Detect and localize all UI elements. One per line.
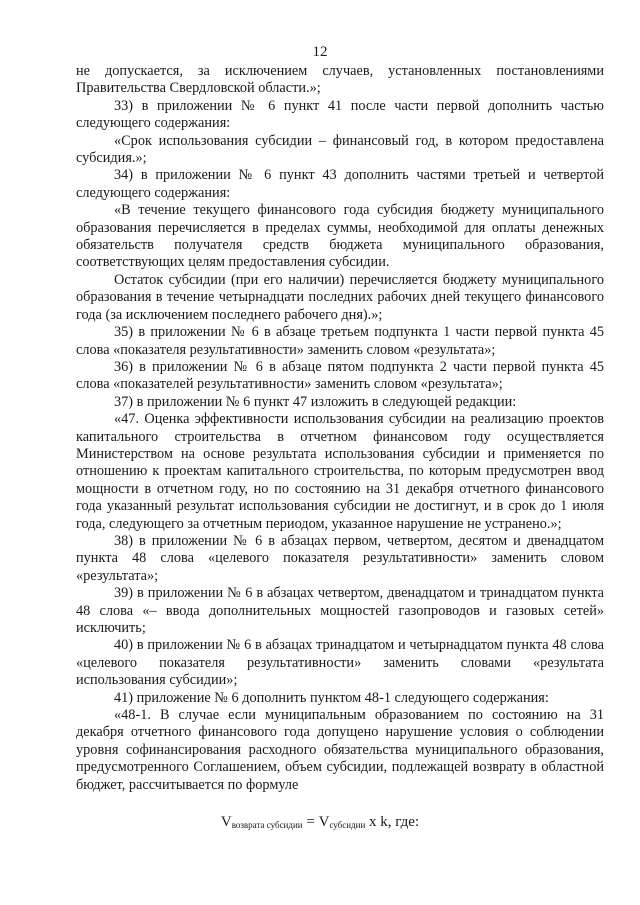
- formula-lhs-var: V: [220, 814, 232, 830]
- paragraph: 34) в приложении № 6 пункт 43 дополнить частями третьей и четвертой следующего содержания:: [76, 167, 604, 201]
- page-number: 12: [312, 44, 328, 60]
- paragraph: не допускается, за исключением случаев, установленных постановлениями Правительства Свердловской области.»;: [76, 63, 604, 97]
- paragraph: «Срок использования субсидии – финансовый год, в котором предоставлена субсидия.»;: [76, 132, 604, 167]
- refund-formula: [0, 814, 640, 831]
- paragraph: 38) в приложении № 6 в абзацах первом, четвертом, десятом и двенадцатом пункта 48 слова «целевого показателя результативности» заменить словом «результата»;: [76, 532, 604, 584]
- paragraph: 36) в приложении № 6 в абзаце пятом подпункта 2 части первой пункта 45 слова «показателей результативности» заменить словом «результата»;: [76, 358, 604, 393]
- paragraph: 37) в приложении № 6 пункт 47 изложить в следующей редакции:: [114, 393, 517, 410]
- paragraph: 40) в приложении № 6 в абзацах тринадцатом и четырнадцатом пункта 48 слова «целевого показателя результативности» заменить словами «результата использования субсидии»;: [76, 637, 604, 689]
- formula-lhs-subscript: возврата субсидии: [231, 820, 303, 830]
- paragraph: 33) в приложении № 6 пункт 41 после части первой дополнить частью следующего содержания:: [76, 97, 604, 132]
- paragraph: «47. Оценка эффективности использования субсидии на реализацию проектов капитального строительства в отчетном финансовом году осуществляется Министерством на основе результата использования субсидии и применяется по отношению к проектам капитального строительства, по которым предусмотрен ввод мощности в отчетном году, но по состоянию на 31 декабря отчетного финансового года указанный результат использования субсидии не достигнут, и в срок до 1 июля года, следующего за отчетным периодом, указанное нарушение не устранено.»;: [76, 411, 604, 532]
- document-body: [76, 63, 604, 794]
- formula-rhs-var: V: [318, 814, 330, 830]
- paragraph: «В течение текущего финансового года субсидия бюджету муниципального образования перечисляется в пределах суммы, необходимой для оплаты денежных обязательств получателя средств бюджета муниципального образования, соответствующих целям предоставления субсидии.: [76, 202, 604, 271]
- paragraph: 35) в приложении № 6 в абзаце третьем подпункта 1 части первой пункта 45 слова «показателя результативности» заменить словом «результата»;: [76, 324, 604, 358]
- formula-rhs-subscript: субсидии: [329, 820, 366, 830]
- paragraph: «48-1. В случае если муниципальным образованием по состоянию на 31 декабря отчетного финансового года допущено нарушение условия о соблюдении уровня софинансирования расходного обязательства муниципального образования, предусмотренного Соглашением, объем субсидии, подлежащей возврату в областной бюджет, рассчитывается по формуле: [76, 707, 604, 793]
- paragraph: Остаток субсидии (при его наличии) перечисляется бюджету муниципального образования в течение четырнадцати последних рабочих дней текущего финансового года (за исключением последнего рабочего дня).»;: [76, 271, 604, 323]
- paragraph: 39) в приложении № 6 в абзацах четвертом, двенадцатом и тринадцатом пункта 48 слова «– ввода дополнительных мощностей газопроводов и газовых сетей» исключить;: [76, 585, 604, 636]
- paragraph: 41) приложение № 6 дополнить пунктом 48-1 следующего содержания:: [114, 689, 549, 706]
- formula-equals: =: [302, 814, 319, 830]
- formula-rest: x k, где:: [365, 814, 420, 830]
